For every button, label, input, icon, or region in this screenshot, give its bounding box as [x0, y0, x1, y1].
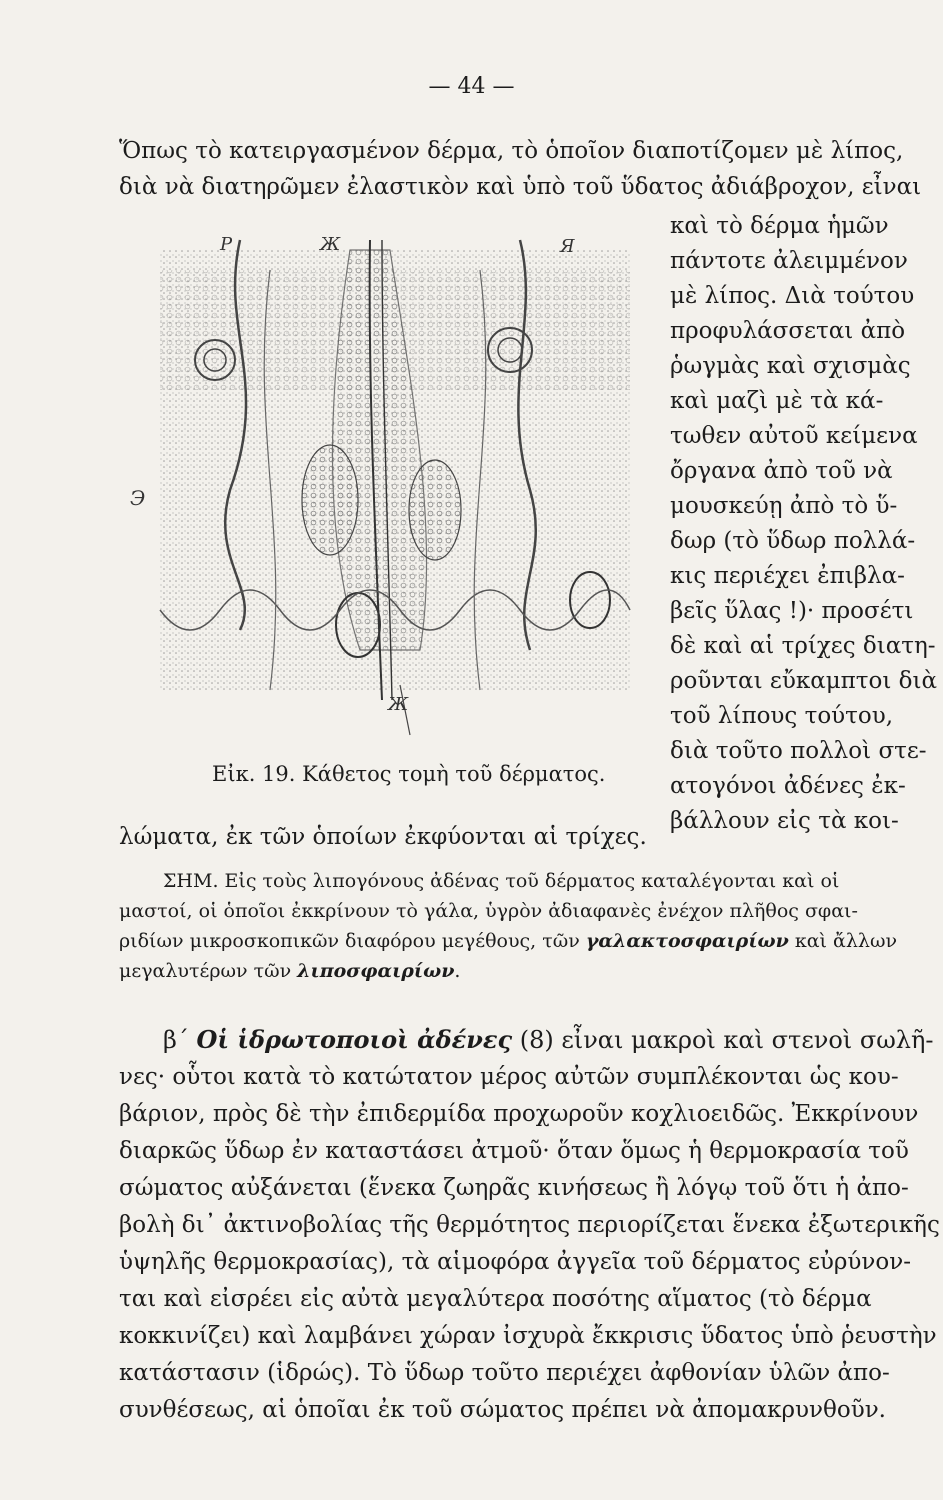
- note-line-4: [119, 957, 460, 985]
- note-line-1: [163, 867, 873, 895]
- page-number: — 44 —: [428, 74, 515, 99]
- section-b-line-2: νες· οὗτοι κατὰ τὸ κατώτατον μέρος αὐτῶν συμπλέκονται ὡς κου-: [119, 1064, 899, 1090]
- side-line-13: δὲ καὶ αἱ τρίχες διατη-: [670, 633, 936, 659]
- side-line-6: καὶ μαζὶ μὲ τὰ κά-: [670, 388, 884, 414]
- section-b-line-6: βολὴ δι᾽ ἀκτινοβολίας τῆς θερμότητος περιορίζεται ἕνεκα ἐξωτερικῆς: [119, 1212, 940, 1238]
- note-text-3a: ριδίων μικροσκοπικῶν διαφόρου μεγέθους, τῶν: [119, 930, 586, 952]
- section-b-line-1-rest: εἶναι μακροὶ καὶ στενοὶ σωλῆ-: [561, 1026, 934, 1054]
- section-b-line-10: κατάστασιν (ἱδρώς). Τὸ ὕδωρ τοῦτο περιέχει ἀφθονίαν ὑλῶν ἀπο-: [119, 1360, 890, 1386]
- side-line-15: τοῦ λίπους τούτου,: [670, 703, 894, 729]
- note-text-1: Εἰς τοὺς λιπογόνους ἀδένας τοῦ δέρματος καταλέγονται καὶ οἱ: [224, 870, 840, 892]
- side-line-10: δωρ (τὸ ὕδωρ πολλά-: [670, 528, 916, 554]
- note-line-2: μαστοί, οἱ ὁποῖοι ἐκκρίνουν τὸ γάλα, ὑγρὸν ἀδιαφανὲς ἐνέχον πλῆθος σφαι-: [119, 900, 858, 922]
- section-b-line-9: κοκκινίζει) καὶ λαμβάνει χώραν ἰσχυρὰ ἔκκρισις ὕδατος ὑπὸ ῥευστὴν: [119, 1323, 937, 1349]
- figure-label-top-left: Ρ: [220, 234, 233, 255]
- side-line-12: βεῖς ὕλας !)· προσέτι: [670, 598, 914, 624]
- note-term-liposfairia: λιποσφαιρίων: [297, 960, 455, 982]
- section-b-letter: β΄: [163, 1026, 197, 1054]
- figure-label-left: Э: [130, 486, 146, 510]
- side-line-2: πάντοτε ἀλειμμένον: [670, 248, 908, 274]
- section-b-line-5: σώματος αὐξάνεται (ἕνεκα ζωηρᾶς κινήσεως ἢ λόγῳ τοῦ ὅτι ἡ ἀπο-: [119, 1175, 909, 1201]
- note-line-3: [119, 927, 897, 955]
- section-b-number: (8): [512, 1026, 562, 1054]
- figure-label-bottom: Ж: [388, 694, 409, 715]
- section-b-line-4: διαρκῶς ὕδωρ ἐν καταστάσει ἀτμοῦ· ὅταν ὅμως ἡ θερμοκρασία τοῦ: [119, 1138, 909, 1164]
- section-b-line-1: [163, 1025, 934, 1055]
- side-line-18: βάλλουν εἰς τὰ κοι-: [670, 808, 899, 834]
- side-line-9: μουσκεύῃ ἀπὸ τὸ ὕ-: [670, 493, 898, 519]
- side-line-4: προφυλάσσεται ἀπὸ: [670, 318, 906, 344]
- skin-section-illustration: [120, 230, 650, 750]
- sebaceous-gland-left: [302, 445, 358, 555]
- after-figure-line: λώματα, ἐκ τῶν ὁποίων ἐκφύονται αἱ τρίχες.: [119, 824, 647, 850]
- section-b-line-8: ται καὶ εἰσρέει εἰς αὐτὰ μεγαλύτερα ποσότης αἵματος (τὸ δέρμα: [119, 1286, 872, 1312]
- side-line-11: κις περιέχει ἐπιβλα-: [670, 563, 905, 589]
- side-line-5: ῥωγμὰς καὶ σχισμὰς: [670, 353, 911, 379]
- section-b-line-3: βάριον, πρὸς δὲ τὴν ἐπιδερμίδα προχωροῦν κοχλιοειδῶς. Ἐκκρίνουν: [119, 1101, 919, 1127]
- figure-caption: Εἰκ. 19. Κάθετος τομὴ τοῦ δέρματος.: [212, 762, 606, 786]
- intro-line-2: διὰ νὰ διατηρῶμεν ἐλαστικὸν καὶ ὑπὸ τοῦ ὕδατος ἀδιάβροχον, εἶναι: [119, 174, 922, 200]
- note-text-3c: καὶ ἄλλων: [788, 930, 897, 952]
- side-line-14: ροῦνται εὔκαμπτοι διὰ: [670, 668, 938, 694]
- side-line-16: διὰ τοῦτο πολλοὶ στε-: [670, 738, 927, 764]
- side-line-8: ὄργανα ἀπὸ τοῦ νὰ: [670, 458, 893, 484]
- note-text-4a: μεγαλυτέρων τῶν: [119, 960, 298, 982]
- side-line-3: μὲ λίπος. Διὰ τούτου: [670, 283, 915, 309]
- figure-label-top-mid: Ж: [320, 234, 341, 255]
- section-b-line-11: συνθέσεως, αἱ ὁποῖαι ἐκ τοῦ σώματος πρέπει νὰ ἀπομακρυνθοῦν.: [119, 1397, 886, 1423]
- intro-line-1: Ὅπως τὸ κατειργασμένον δέρμα, τὸ ὁποῖον διαποτίζομεν μὲ λίπος,: [119, 138, 904, 164]
- note-term-galaktosfairia: γαλακτοσφαιρίων: [585, 930, 789, 952]
- side-line-17: ατογόνοι ἀδένες ἐκ-: [670, 773, 906, 799]
- sebaceous-gland-right: [409, 460, 461, 560]
- note-text-4c: .: [454, 960, 461, 982]
- side-line-7: τωθεν αὐτοῦ κείμενα: [670, 423, 918, 449]
- skin-section-figure: [120, 230, 650, 750]
- section-b-heading: Οἱ ἱδρωτοποιοὶ ἀδένες: [196, 1025, 513, 1054]
- note-label: ΣΗΜ.: [163, 870, 219, 892]
- figure-label-top-right: Я: [560, 236, 575, 257]
- section-b-line-7: ὑψηλῆς θερμοκρασίας), τὰ αἱμοφόρα ἀγγεῖα τοῦ δέρματος εὐρύνον-: [119, 1249, 911, 1275]
- side-line-1: καὶ τὸ δέρμα ἡμῶν: [670, 213, 889, 239]
